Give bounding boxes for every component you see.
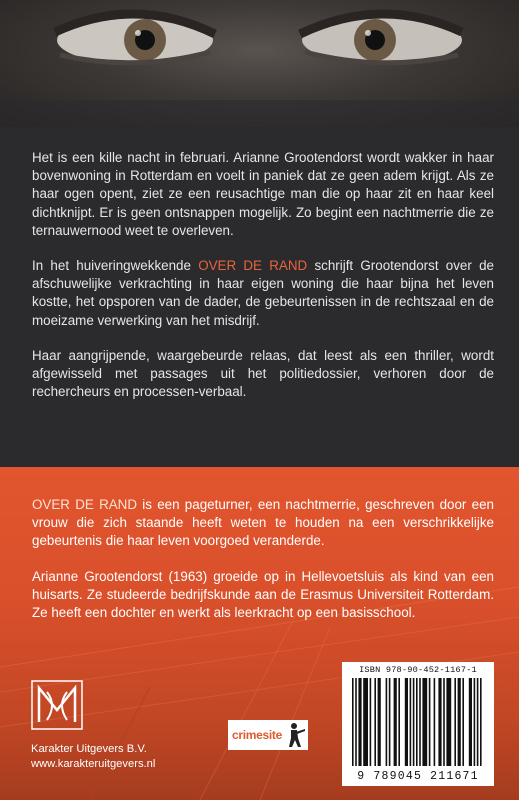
blurb-p2-rest: schrijft Grootendorst over de afschuwelijke verkrachting in haar eigen woning die haar bijna het leven kostte, het opsporen van de dader, de gebeurtenissen in de rechtszaal en de moeizame verwerking van het misdrijf. <box>32 258 494 328</box>
book-title-highlight: OVER DE RAND <box>198 258 308 274</box>
crimesite-wordmark: crimesite <box>232 728 282 742</box>
publisher-name: Karakter Uitgevers B.V. <box>31 743 147 755</box>
publisher-url: www.karakteruitgevers.nl <box>31 758 156 770</box>
promo-title: OVER DE RAND <box>32 497 138 512</box>
crimesite-logo <box>228 720 308 750</box>
blurb-paragraph-1: Het is een kille nacht in februari. Arianne Grootendorst wordt wakker in haar bovenwoning in Rotterdam en voelt in paniek dat ze geen adem krijgt. Als ze haar ogen opent, ziet ze een reusachtige man die op haar zit en haar keel dichtknijpt. Er is geen ontsnappen mogelijk. Zo begint een nachtmerrie die ze ternauwernood weet te overleven. <box>32 150 494 238</box>
promo-body: is een pageturner, een nachtmerrie, geschreven door een vrouw die zich staande heeft weten te houden na een verschrikkelijke gebeurtenis die haar leven voorgoed veranderde. <box>32 497 494 549</box>
blurb-paragraph-2 <box>32 257 494 330</box>
author-bio: Arianne Grootendorst (1963) groeide op in Hellevoetsluis als kind van een huisarts. Ze studeerde bedrijfskunde aan de Erasmus Universiteit Rotterdam. Ze heeft een dochter en werkt als leerkracht op een basisschool. <box>32 568 494 621</box>
promo-paragraph <box>32 496 494 551</box>
barcode-bars <box>342 678 494 770</box>
promo-text <box>32 496 494 639</box>
gunman-icon <box>283 722 305 748</box>
isbn-barcode <box>342 662 494 786</box>
eyes-photo <box>0 0 519 127</box>
blurb-p2-lead: In het huiveringwekkende <box>32 258 199 274</box>
isbn-label: ISBN 978-90-452-1167-1 <box>359 665 477 675</box>
blurb-text <box>32 149 494 418</box>
ean-number: 9 789045 211671 <box>357 770 479 783</box>
publisher-logo <box>31 680 83 730</box>
blurb-paragraph-3: Haar aangrijpende, waargebeurde relaas, dat leest als een thriller, wordt afgewisseld met passages uit het politiedossier, verhoren door de rechercheurs en processen-verbaal. <box>32 347 494 400</box>
